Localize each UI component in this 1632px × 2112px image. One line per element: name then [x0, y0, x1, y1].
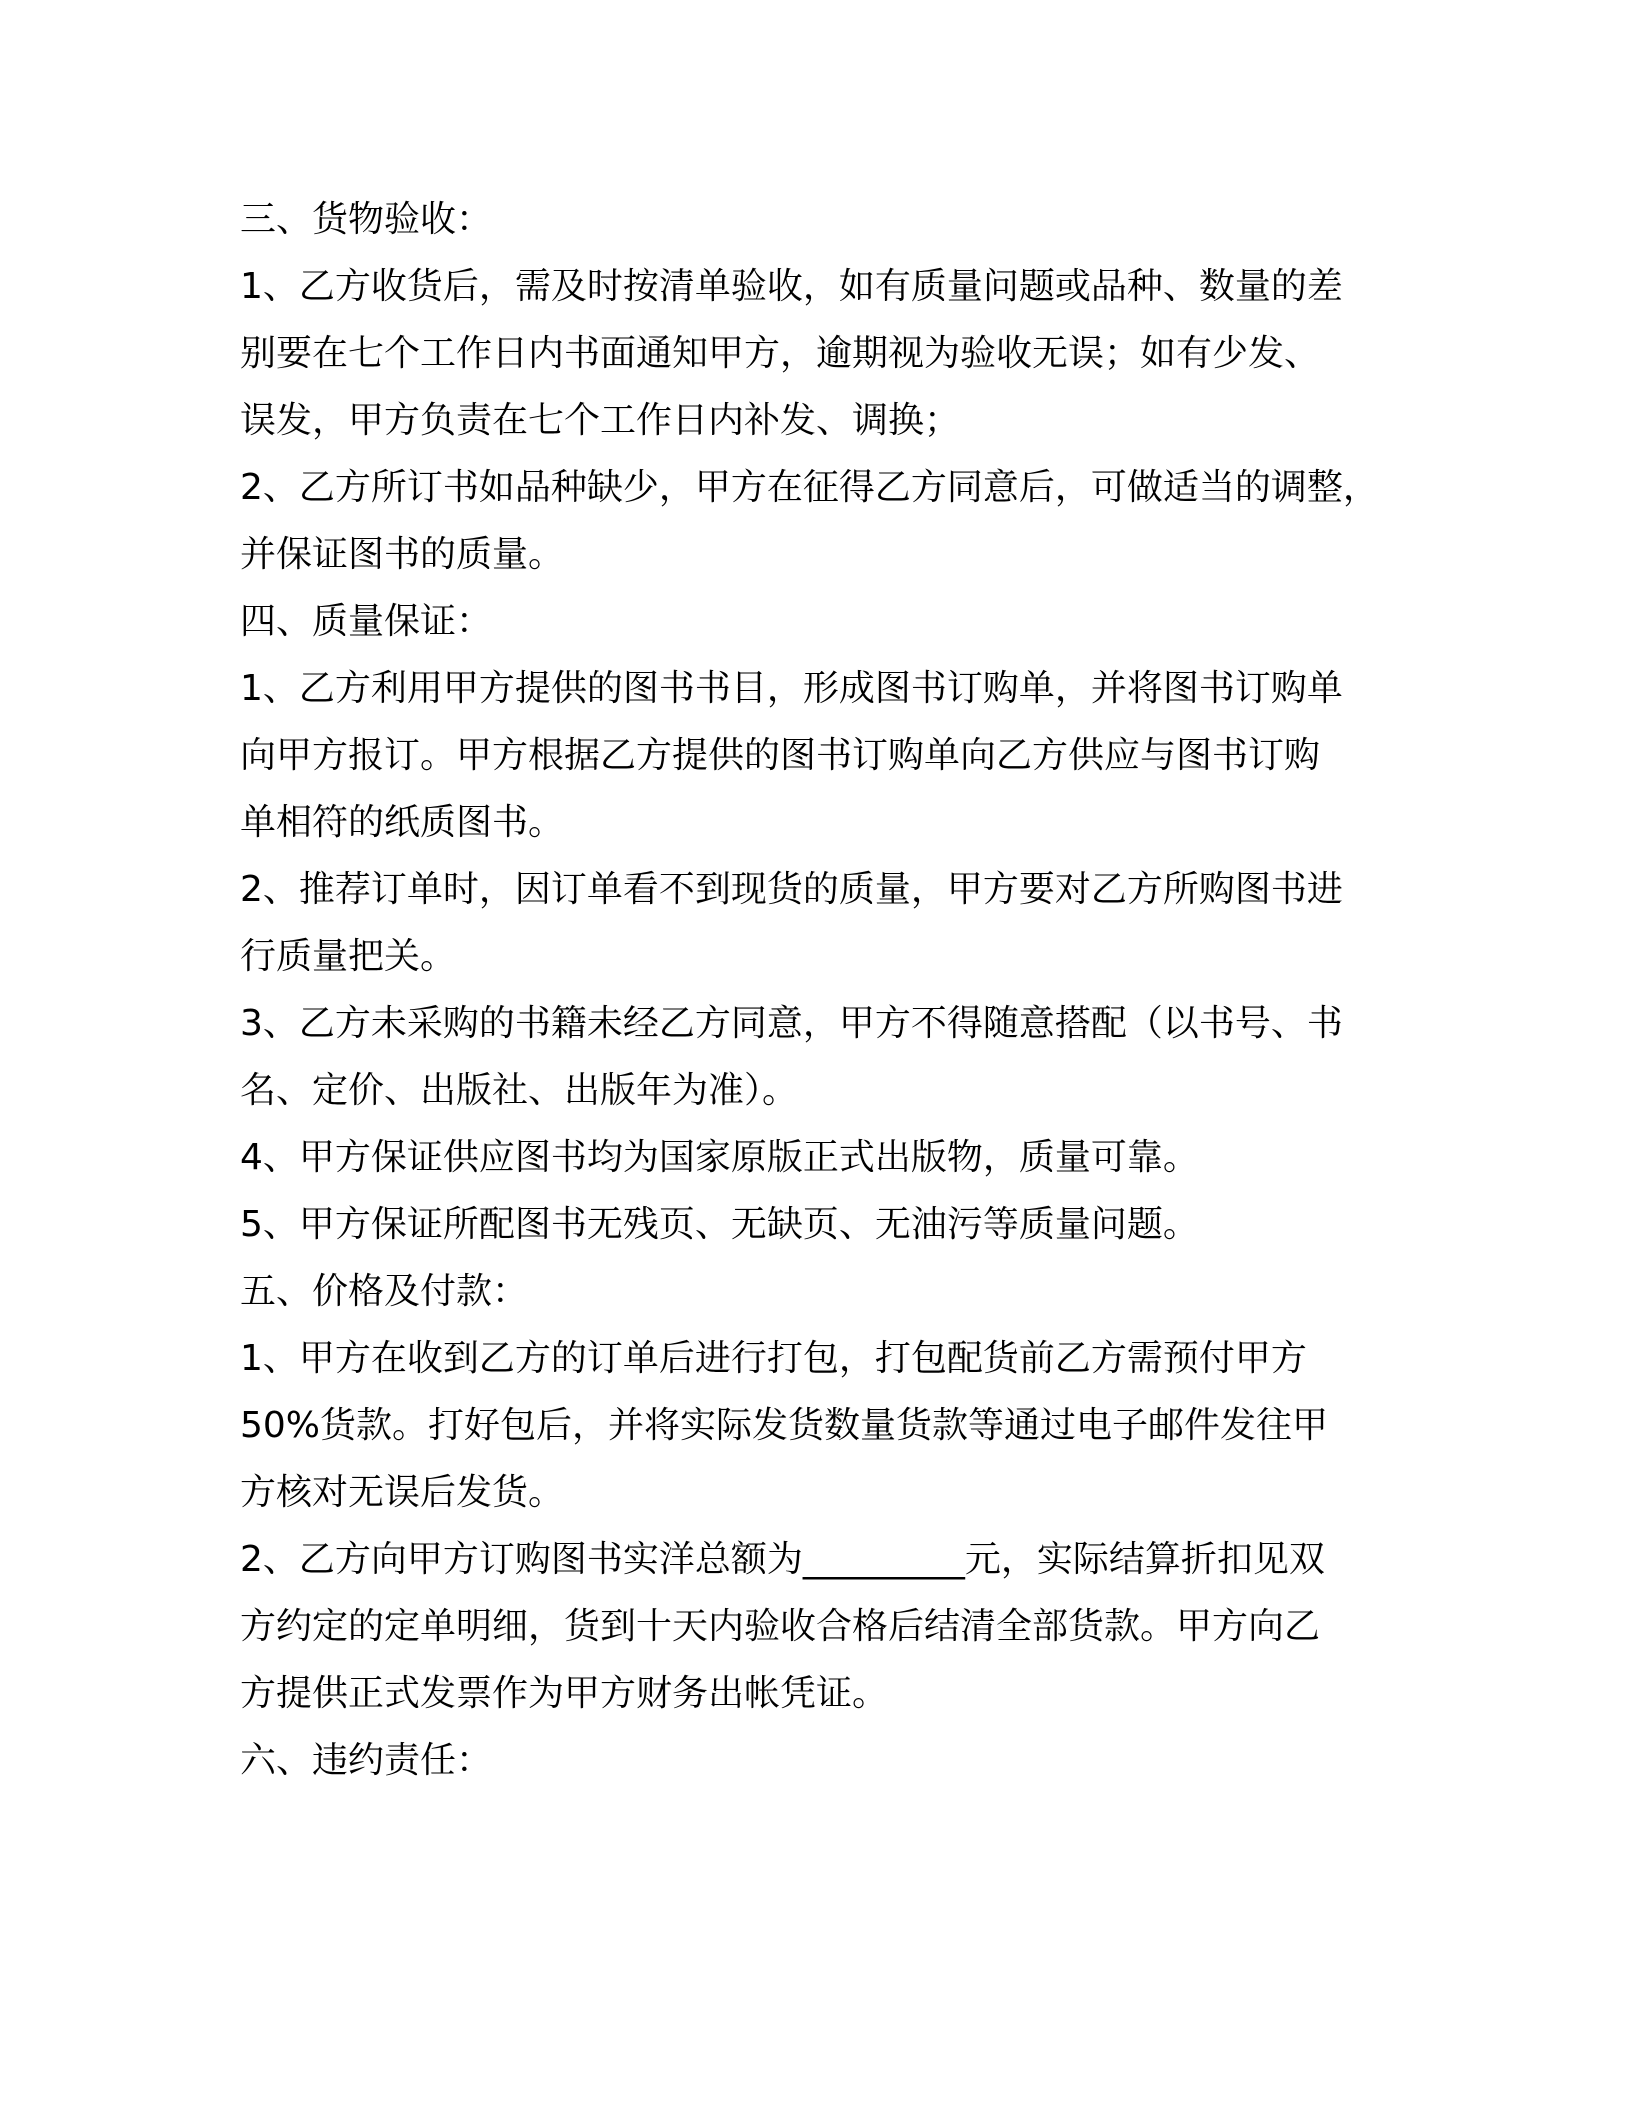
text-line: 别要在七个工作日内书面通知甲方，逾期视为验收无误；如有少发、: [240, 333, 1321, 374]
text-line: 方约定的定单明细，货到十天内验收合格后结清全部货款。甲方向乙: [240, 1606, 1321, 1647]
text-line: 4、甲方保证供应图书均为国家原版正式出版物，质量可靠。: [240, 1137, 1199, 1178]
text-line: 1、乙方利用甲方提供的图书书目，形成图书订购单，并将图书订购单: [240, 668, 1343, 709]
text-line: 2、推荐订单时，因订单看不到现货的质量，甲方要对乙方所购图书进: [240, 869, 1343, 910]
text-line: 2、乙方向甲方订购图书实洋总额为_________元，实际结算折扣见双: [240, 1539, 1325, 1580]
text-line: 方核对无误后发货。: [240, 1472, 565, 1513]
text-line: 单相符的纸质图书。: [240, 802, 565, 843]
document-body: [240, 186, 1410, 1794]
text-line: 50%货款。打好包后，并将实际发货数量货款等通过电子邮件发往甲: [240, 1405, 1329, 1446]
text-line: 行质量把关。: [240, 936, 457, 977]
text-line: 5、甲方保证所配图书无残页、无缺页、无油污等质量问题。: [240, 1204, 1199, 1245]
section-heading-breach: 六、违约责任：: [240, 1740, 493, 1781]
section-heading-acceptance: 三、货物验收：: [240, 199, 493, 240]
text-line: 1、乙方收货后，需及时按清单验收，如有质量问题或品种、数量的差: [240, 266, 1343, 307]
text-line: 名、定价、出版社、出版年为准）。: [240, 1070, 799, 1111]
text-line: 误发，甲方负责在七个工作日内补发、调换；: [240, 400, 961, 441]
text-line: 2、乙方所订书如品种缺少，甲方在征得乙方同意后，可做适当的调整，: [240, 467, 1379, 508]
text-line: 向甲方报订。甲方根据乙方提供的图书订购单向乙方供应与图书订购: [240, 735, 1321, 776]
text-line: 方提供正式发票作为甲方财务出帐凭证。: [240, 1673, 889, 1714]
text-line: 1、甲方在收到乙方的订单后进行打包，打包配货前乙方需预付甲方: [240, 1338, 1307, 1379]
section-heading-quality: 四、质量保证：: [240, 601, 493, 642]
text-line: 并保证图书的质量。: [240, 534, 565, 575]
text-line: 3、乙方未采购的书籍未经乙方同意，甲方不得随意搭配（以书号、书: [240, 1003, 1343, 1044]
section-heading-price-payment: 五、价格及付款：: [240, 1271, 529, 1312]
